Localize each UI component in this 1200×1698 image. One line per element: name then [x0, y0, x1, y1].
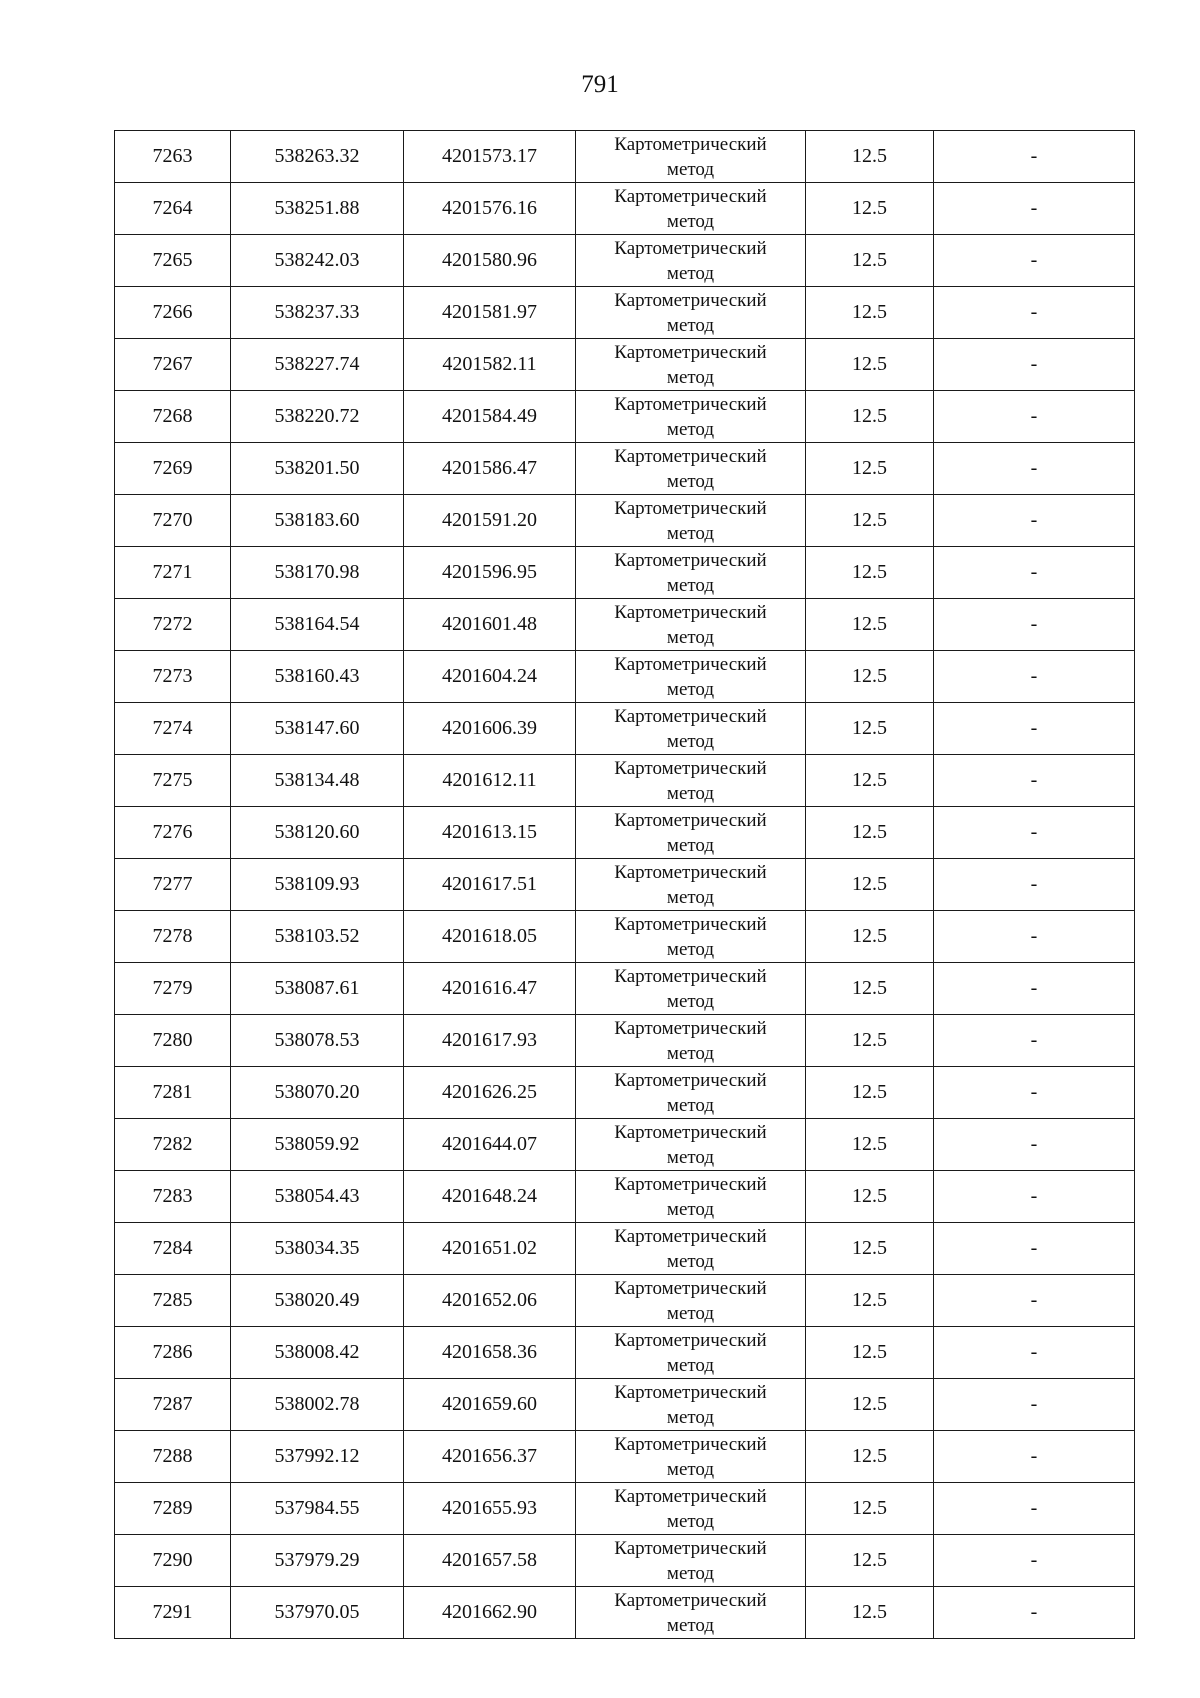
point-id-cell: 7273 — [115, 651, 231, 703]
method-cell — [576, 1535, 806, 1587]
note-cell: - — [934, 1119, 1135, 1171]
method-line-1: Картометрический — [614, 809, 767, 831]
note-cell: - — [934, 1379, 1135, 1431]
method-line-2: метод — [666, 210, 715, 232]
page-number: 791 — [581, 71, 619, 98]
accuracy-cell: 12.5 — [806, 131, 934, 183]
method-cell — [576, 1067, 806, 1119]
note-cell: - — [934, 1067, 1135, 1119]
y-coordinate-cell: 4201573.17 — [404, 131, 576, 183]
table-row — [115, 1015, 1135, 1067]
point-id-cell: 7263 — [115, 131, 231, 183]
point-id-cell: 7284 — [115, 1223, 231, 1275]
point-id-cell: 7276 — [115, 807, 231, 859]
y-coordinate-cell: 4201604.24 — [404, 651, 576, 703]
note-cell: - — [934, 651, 1135, 703]
method-cell — [576, 963, 806, 1015]
x-coordinate-cell: 538008.42 — [231, 1327, 404, 1379]
x-coordinate-cell: 538103.52 — [231, 911, 404, 963]
table-row — [115, 1431, 1135, 1483]
accuracy-cell: 12.5 — [806, 807, 934, 859]
point-id-cell: 7268 — [115, 391, 231, 443]
table-row — [115, 287, 1135, 339]
method-cell — [576, 443, 806, 495]
y-coordinate-cell: 4201586.47 — [404, 443, 576, 495]
method-line-1: Картометрический — [614, 1485, 767, 1507]
y-coordinate-cell: 4201584.49 — [404, 391, 576, 443]
point-id-cell: 7280 — [115, 1015, 231, 1067]
method-line-1: Картометрический — [614, 913, 767, 935]
x-coordinate-cell: 538020.49 — [231, 1275, 404, 1327]
y-coordinate-cell: 4201582.11 — [404, 339, 576, 391]
method-line-1: Картометрический — [614, 289, 767, 311]
method-line-2: метод — [666, 990, 715, 1012]
note-cell: - — [934, 599, 1135, 651]
method-line-1: Картометрический — [614, 497, 767, 519]
method-line-1: Картометрический — [614, 185, 767, 207]
method-cell — [576, 235, 806, 287]
method-line-2: метод — [666, 314, 715, 336]
point-id-cell: 7285 — [115, 1275, 231, 1327]
method-line-1: Картометрический — [614, 1173, 767, 1195]
point-id-cell: 7282 — [115, 1119, 231, 1171]
point-id-cell: 7269 — [115, 443, 231, 495]
point-id-cell: 7265 — [115, 235, 231, 287]
y-coordinate-cell: 4201616.47 — [404, 963, 576, 1015]
note-cell: - — [934, 547, 1135, 599]
table-row — [115, 339, 1135, 391]
method-line-2: метод — [666, 1458, 715, 1480]
accuracy-cell: 12.5 — [806, 1223, 934, 1275]
method-line-2: метод — [666, 574, 715, 596]
y-coordinate-cell: 4201626.25 — [404, 1067, 576, 1119]
table-row — [115, 1171, 1135, 1223]
table-row — [115, 131, 1135, 183]
x-coordinate-cell: 538160.43 — [231, 651, 404, 703]
accuracy-cell: 12.5 — [806, 1483, 934, 1535]
method-cell — [576, 287, 806, 339]
y-coordinate-cell: 4201591.20 — [404, 495, 576, 547]
table-row — [115, 1119, 1135, 1171]
x-coordinate-cell: 538034.35 — [231, 1223, 404, 1275]
point-id-cell: 7279 — [115, 963, 231, 1015]
note-cell: - — [934, 911, 1135, 963]
note-cell: - — [934, 703, 1135, 755]
accuracy-cell: 12.5 — [806, 1535, 934, 1587]
note-cell: - — [934, 1327, 1135, 1379]
method-cell — [576, 1379, 806, 1431]
coordinates-table-body — [115, 131, 1135, 1639]
x-coordinate-cell: 538220.72 — [231, 391, 404, 443]
accuracy-cell: 12.5 — [806, 235, 934, 287]
x-coordinate-cell: 538242.03 — [231, 235, 404, 287]
y-coordinate-cell: 4201606.39 — [404, 703, 576, 755]
method-cell — [576, 547, 806, 599]
point-id-cell: 7267 — [115, 339, 231, 391]
method-line-1: Картометрический — [614, 705, 767, 727]
point-id-cell: 7272 — [115, 599, 231, 651]
x-coordinate-cell: 538227.74 — [231, 339, 404, 391]
accuracy-cell: 12.5 — [806, 703, 934, 755]
method-cell — [576, 703, 806, 755]
method-line-2: метод — [666, 470, 715, 492]
method-cell — [576, 183, 806, 235]
point-id-cell: 7270 — [115, 495, 231, 547]
method-line-2: метод — [666, 1354, 715, 1376]
point-id-cell: 7274 — [115, 703, 231, 755]
method-line-1: Картометрический — [614, 1433, 767, 1455]
note-cell: - — [934, 1535, 1135, 1587]
method-line-2: метод — [666, 158, 715, 180]
method-cell — [576, 1275, 806, 1327]
y-coordinate-cell: 4201652.06 — [404, 1275, 576, 1327]
table-row — [115, 963, 1135, 1015]
coordinates-table — [114, 130, 1135, 1639]
point-id-cell: 7286 — [115, 1327, 231, 1379]
accuracy-cell: 12.5 — [806, 287, 934, 339]
point-id-cell: 7287 — [115, 1379, 231, 1431]
y-coordinate-cell: 4201659.60 — [404, 1379, 576, 1431]
accuracy-cell: 12.5 — [806, 911, 934, 963]
point-id-cell: 7291 — [115, 1587, 231, 1639]
method-cell — [576, 599, 806, 651]
method-cell — [576, 755, 806, 807]
y-coordinate-cell: 4201658.36 — [404, 1327, 576, 1379]
accuracy-cell: 12.5 — [806, 651, 934, 703]
method-cell — [576, 1327, 806, 1379]
method-cell — [576, 1015, 806, 1067]
accuracy-cell: 12.5 — [806, 1587, 934, 1639]
x-coordinate-cell: 538109.93 — [231, 859, 404, 911]
y-coordinate-cell: 4201576.16 — [404, 183, 576, 235]
method-cell — [576, 807, 806, 859]
accuracy-cell: 12.5 — [806, 1327, 934, 1379]
x-coordinate-cell: 537992.12 — [231, 1431, 404, 1483]
y-coordinate-cell: 4201644.07 — [404, 1119, 576, 1171]
table-row — [115, 859, 1135, 911]
point-id-cell: 7264 — [115, 183, 231, 235]
method-line-2: метод — [666, 262, 715, 284]
point-id-cell: 7281 — [115, 1067, 231, 1119]
method-line-2: метод — [666, 730, 715, 752]
accuracy-cell: 12.5 — [806, 599, 934, 651]
method-cell — [576, 391, 806, 443]
method-line-2: метод — [666, 1614, 715, 1636]
accuracy-cell: 12.5 — [806, 1067, 934, 1119]
table-row — [115, 1223, 1135, 1275]
table-row — [115, 391, 1135, 443]
method-line-1: Картометрический — [614, 1329, 767, 1351]
note-cell: - — [934, 495, 1135, 547]
x-coordinate-cell: 538164.54 — [231, 599, 404, 651]
x-coordinate-cell: 538237.33 — [231, 287, 404, 339]
method-line-2: метод — [666, 1198, 715, 1220]
method-cell — [576, 1587, 806, 1639]
method-line-1: Картометрический — [614, 861, 767, 883]
y-coordinate-cell: 4201657.58 — [404, 1535, 576, 1587]
table-row — [115, 1483, 1135, 1535]
method-line-1: Картометрический — [614, 1017, 767, 1039]
y-coordinate-cell: 4201613.15 — [404, 807, 576, 859]
method-line-1: Картометрический — [614, 393, 767, 415]
note-cell: - — [934, 235, 1135, 287]
method-cell — [576, 1171, 806, 1223]
method-line-2: метод — [666, 1562, 715, 1584]
note-cell: - — [934, 1483, 1135, 1535]
x-coordinate-cell: 538147.60 — [231, 703, 404, 755]
y-coordinate-cell: 4201601.48 — [404, 599, 576, 651]
accuracy-cell: 12.5 — [806, 1119, 934, 1171]
method-line-2: метод — [666, 1302, 715, 1324]
method-cell — [576, 495, 806, 547]
method-line-2: метод — [666, 1406, 715, 1428]
x-coordinate-cell: 538054.43 — [231, 1171, 404, 1223]
note-cell: - — [934, 1587, 1135, 1639]
accuracy-cell: 12.5 — [806, 755, 934, 807]
method-line-1: Картометрический — [614, 1381, 767, 1403]
x-coordinate-cell: 538183.60 — [231, 495, 404, 547]
method-cell — [576, 131, 806, 183]
accuracy-cell: 12.5 — [806, 183, 934, 235]
y-coordinate-cell: 4201581.97 — [404, 287, 576, 339]
method-line-1: Картометрический — [614, 1589, 767, 1611]
method-line-1: Картометрический — [614, 1277, 767, 1299]
x-coordinate-cell: 537984.55 — [231, 1483, 404, 1535]
x-coordinate-cell: 538078.53 — [231, 1015, 404, 1067]
note-cell: - — [934, 1275, 1135, 1327]
method-line-1: Картометрический — [614, 1537, 767, 1559]
method-cell — [576, 1483, 806, 1535]
accuracy-cell: 12.5 — [806, 443, 934, 495]
point-id-cell: 7290 — [115, 1535, 231, 1587]
accuracy-cell: 12.5 — [806, 1275, 934, 1327]
method-line-1: Картометрический — [614, 1069, 767, 1091]
method-line-2: метод — [666, 834, 715, 856]
accuracy-cell: 12.5 — [806, 1379, 934, 1431]
table-row — [115, 1379, 1135, 1431]
y-coordinate-cell: 4201648.24 — [404, 1171, 576, 1223]
point-id-cell: 7278 — [115, 911, 231, 963]
method-line-2: метод — [666, 366, 715, 388]
method-line-2: метод — [666, 1250, 715, 1272]
point-id-cell: 7289 — [115, 1483, 231, 1535]
table-row — [115, 755, 1135, 807]
table-row — [115, 1275, 1135, 1327]
note-cell: - — [934, 963, 1135, 1015]
accuracy-cell: 12.5 — [806, 339, 934, 391]
note-cell: - — [934, 1223, 1135, 1275]
method-cell — [576, 651, 806, 703]
x-coordinate-cell: 537970.05 — [231, 1587, 404, 1639]
method-line-1: Картометрический — [614, 601, 767, 623]
y-coordinate-cell: 4201656.37 — [404, 1431, 576, 1483]
y-coordinate-cell: 4201612.11 — [404, 755, 576, 807]
method-cell — [576, 1119, 806, 1171]
method-cell — [576, 911, 806, 963]
table-row — [115, 495, 1135, 547]
table-row — [115, 599, 1135, 651]
point-id-cell: 7275 — [115, 755, 231, 807]
method-line-2: метод — [666, 626, 715, 648]
table-row — [115, 911, 1135, 963]
method-line-1: Картометрический — [614, 237, 767, 259]
method-line-2: метод — [666, 418, 715, 440]
x-coordinate-cell: 538134.48 — [231, 755, 404, 807]
method-cell — [576, 1431, 806, 1483]
accuracy-cell: 12.5 — [806, 1015, 934, 1067]
method-line-1: Картометрический — [614, 1225, 767, 1247]
y-coordinate-cell: 4201655.93 — [404, 1483, 576, 1535]
method-line-1: Картометрический — [614, 965, 767, 987]
y-coordinate-cell: 4201618.05 — [404, 911, 576, 963]
table-row — [115, 703, 1135, 755]
table-row — [115, 807, 1135, 859]
method-cell — [576, 859, 806, 911]
note-cell: - — [934, 1015, 1135, 1067]
y-coordinate-cell: 4201617.93 — [404, 1015, 576, 1067]
method-line-1: Картометрический — [614, 133, 767, 155]
x-coordinate-cell: 538263.32 — [231, 131, 404, 183]
note-cell: - — [934, 287, 1135, 339]
point-id-cell: 7288 — [115, 1431, 231, 1483]
table-row — [115, 183, 1135, 235]
y-coordinate-cell: 4201580.96 — [404, 235, 576, 287]
method-line-2: метод — [666, 678, 715, 700]
y-coordinate-cell: 4201662.90 — [404, 1587, 576, 1639]
method-line-2: метод — [666, 1146, 715, 1168]
x-coordinate-cell: 538251.88 — [231, 183, 404, 235]
x-coordinate-cell: 537979.29 — [231, 1535, 404, 1587]
note-cell: - — [934, 1431, 1135, 1483]
method-line-2: метод — [666, 522, 715, 544]
method-line-2: метод — [666, 886, 715, 908]
y-coordinate-cell: 4201596.95 — [404, 547, 576, 599]
note-cell: - — [934, 807, 1135, 859]
accuracy-cell: 12.5 — [806, 859, 934, 911]
table-row — [115, 1535, 1135, 1587]
method-line-1: Картометрический — [614, 1121, 767, 1143]
accuracy-cell: 12.5 — [806, 1431, 934, 1483]
x-coordinate-cell: 538201.50 — [231, 443, 404, 495]
accuracy-cell: 12.5 — [806, 547, 934, 599]
note-cell: - — [934, 1171, 1135, 1223]
x-coordinate-cell: 538059.92 — [231, 1119, 404, 1171]
method-line-1: Картометрический — [614, 445, 767, 467]
method-line-1: Картометрический — [614, 549, 767, 571]
point-id-cell: 7277 — [115, 859, 231, 911]
method-line-2: метод — [666, 782, 715, 804]
method-line-1: Картометрический — [614, 757, 767, 779]
note-cell: - — [934, 859, 1135, 911]
note-cell: - — [934, 183, 1135, 235]
method-line-1: Картометрический — [614, 341, 767, 363]
accuracy-cell: 12.5 — [806, 1171, 934, 1223]
note-cell: - — [934, 339, 1135, 391]
y-coordinate-cell: 4201617.51 — [404, 859, 576, 911]
table-row — [115, 547, 1135, 599]
point-id-cell: 7283 — [115, 1171, 231, 1223]
x-coordinate-cell: 538087.61 — [231, 963, 404, 1015]
table-row — [115, 235, 1135, 287]
x-coordinate-cell: 538170.98 — [231, 547, 404, 599]
accuracy-cell: 12.5 — [806, 391, 934, 443]
x-coordinate-cell: 538120.60 — [231, 807, 404, 859]
method-line-2: метод — [666, 938, 715, 960]
point-id-cell: 7266 — [115, 287, 231, 339]
table-row — [115, 651, 1135, 703]
x-coordinate-cell: 538002.78 — [231, 1379, 404, 1431]
method-cell — [576, 1223, 806, 1275]
accuracy-cell: 12.5 — [806, 495, 934, 547]
x-coordinate-cell: 538070.20 — [231, 1067, 404, 1119]
table-row — [115, 1067, 1135, 1119]
method-cell — [576, 339, 806, 391]
table-row — [115, 1327, 1135, 1379]
note-cell: - — [934, 755, 1135, 807]
note-cell: - — [934, 391, 1135, 443]
table-row — [115, 443, 1135, 495]
y-coordinate-cell: 4201651.02 — [404, 1223, 576, 1275]
method-line-1: Картометрический — [614, 653, 767, 675]
note-cell: - — [934, 443, 1135, 495]
accuracy-cell: 12.5 — [806, 963, 934, 1015]
table-row — [115, 1587, 1135, 1639]
method-line-2: метод — [666, 1094, 715, 1116]
method-line-2: метод — [666, 1510, 715, 1532]
method-line-2: метод — [666, 1042, 715, 1064]
point-id-cell: 7271 — [115, 547, 231, 599]
note-cell: - — [934, 131, 1135, 183]
